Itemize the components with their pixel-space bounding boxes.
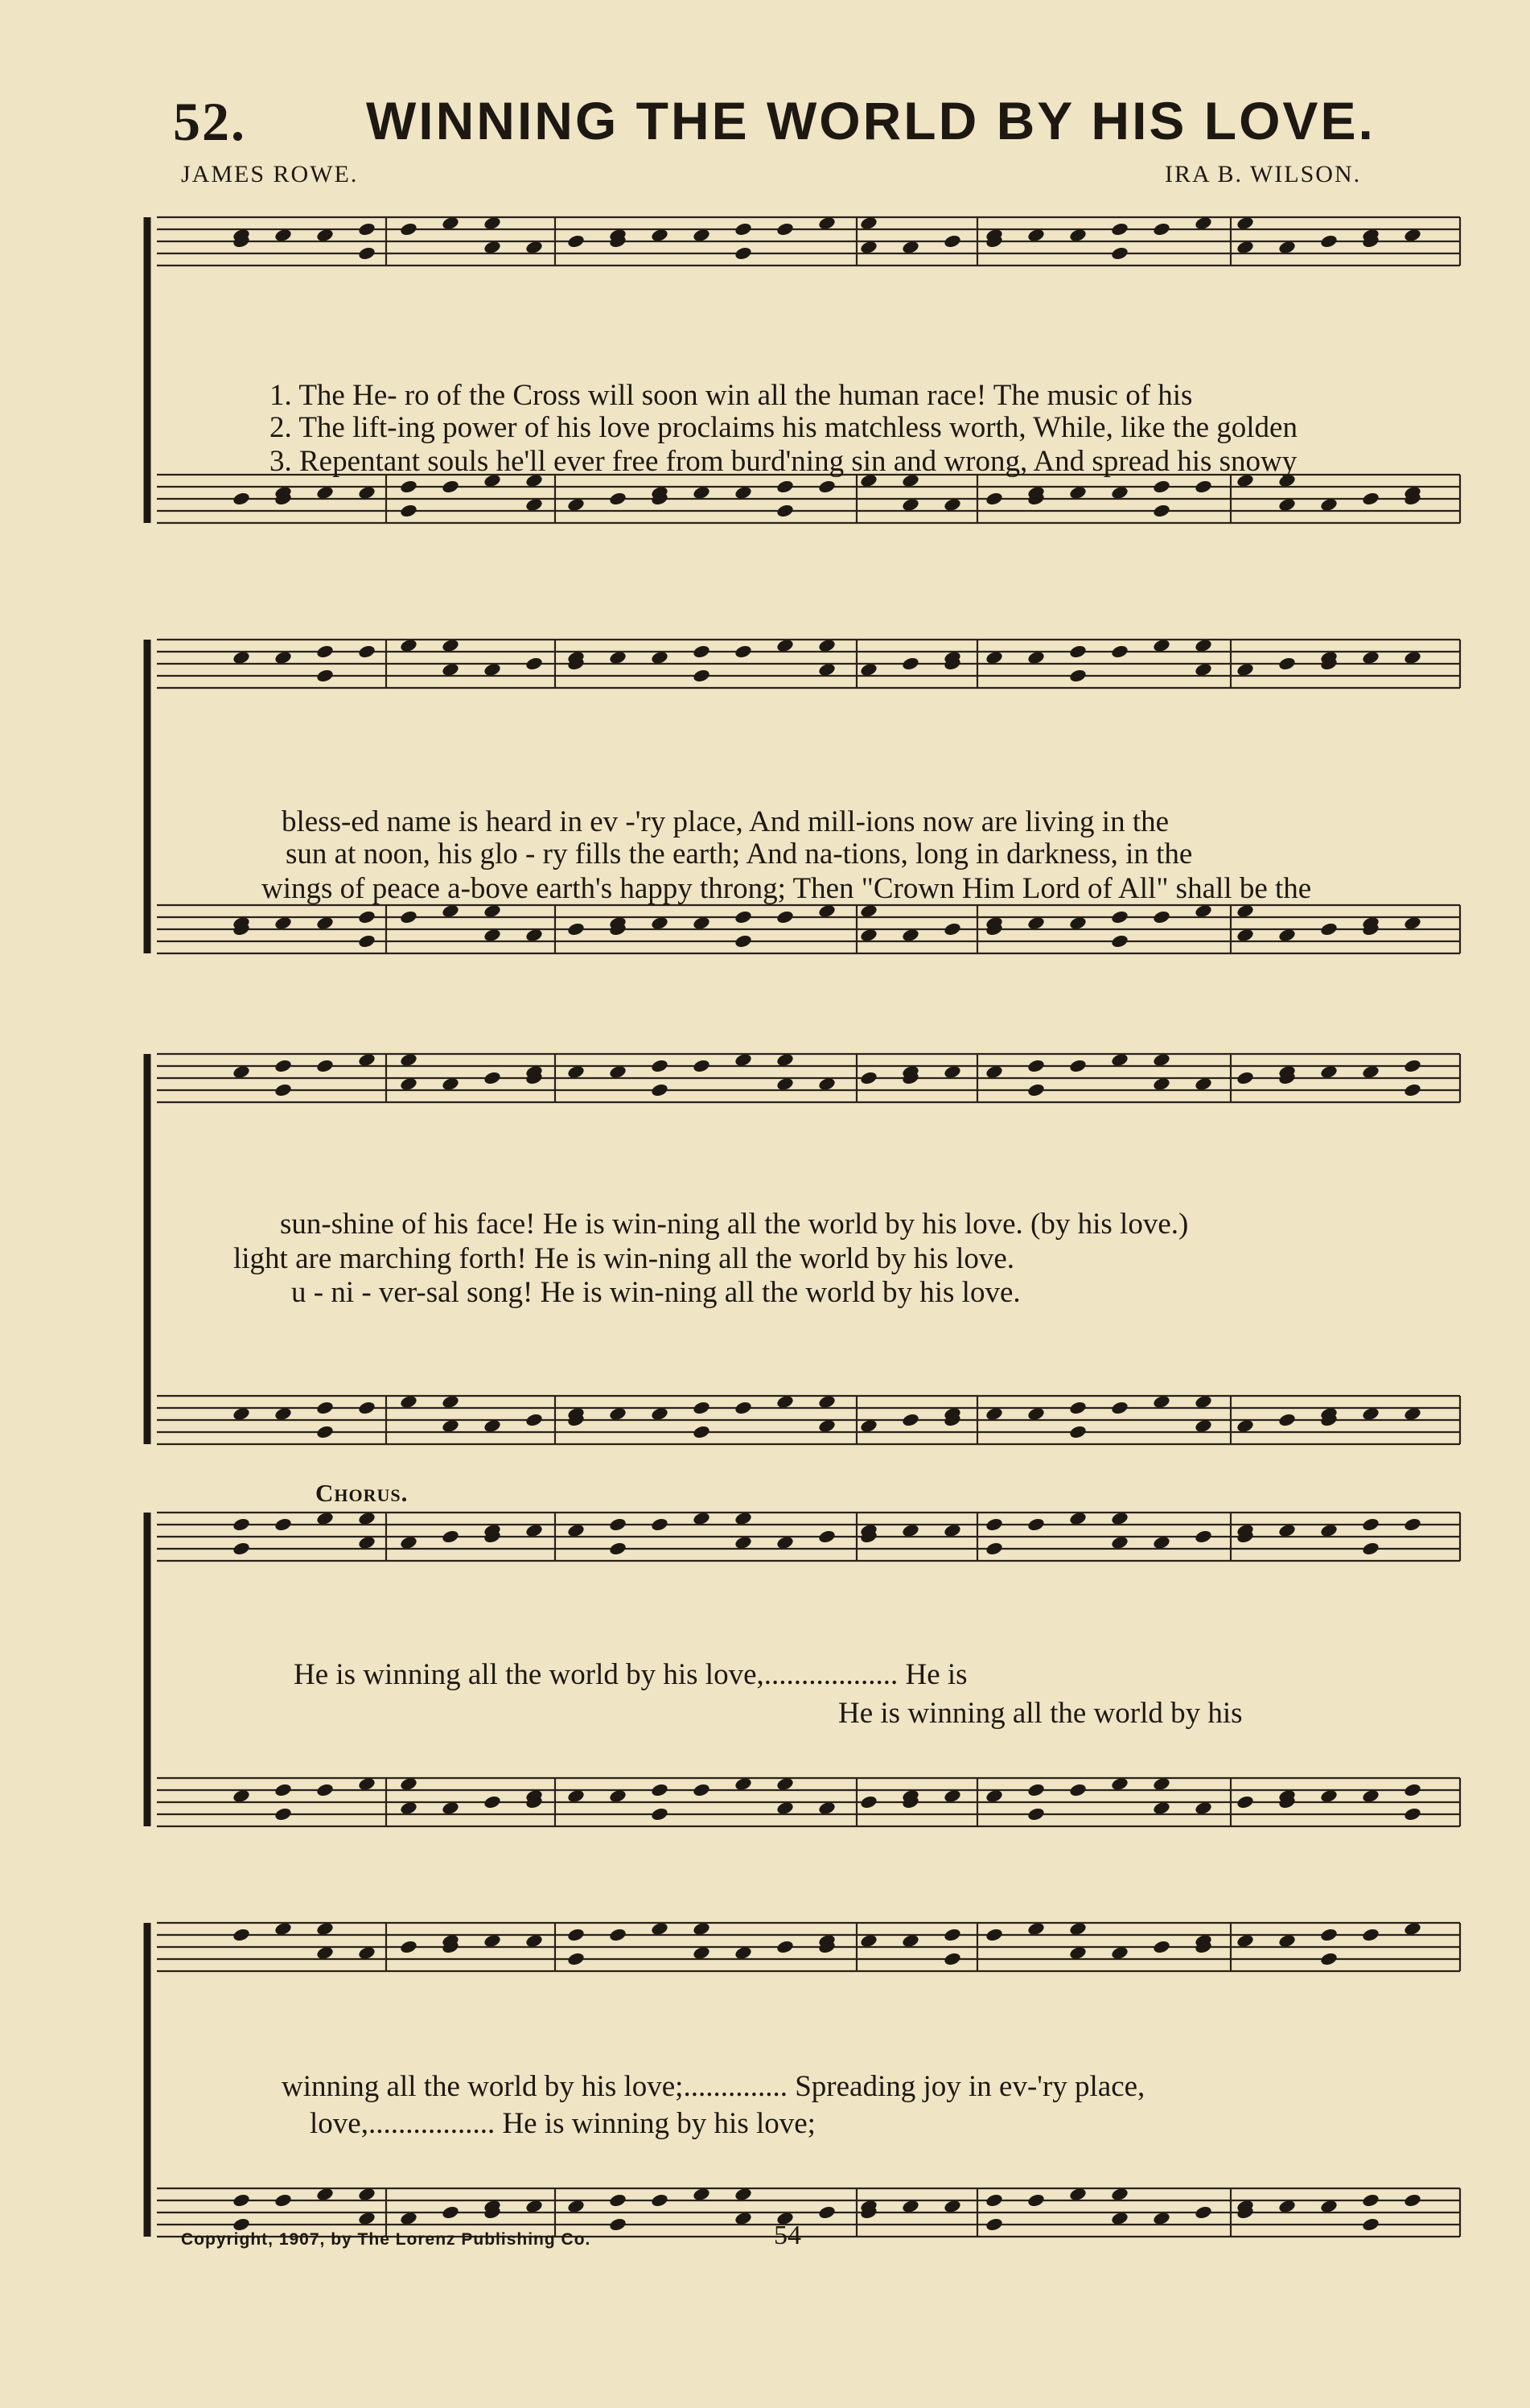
note-head	[1068, 1424, 1087, 1439]
note-head	[441, 2204, 459, 2220]
note-head	[1110, 909, 1129, 924]
note-head	[1236, 1070, 1254, 1085]
lyric-line: winning all the world by his love;.............. Spreading joy in ev-'ry place,	[282, 2070, 1145, 2103]
hymn-title: WINNING THE WORLD BY HIS LOVE.	[366, 91, 1376, 150]
lyric-line: 1. The He- ro of the Cross will soon win all the human race! The music of his	[269, 379, 1193, 412]
note-head	[1403, 1806, 1421, 1821]
note-head	[274, 1782, 292, 1797]
note-head	[315, 1782, 334, 1797]
note-head	[608, 491, 627, 506]
lyric-line: bless-ed name is heard in ev -'ry place, And mill-ions now are living in the	[282, 805, 1170, 838]
note-head	[734, 933, 752, 949]
note-head	[441, 479, 459, 494]
note-head	[1026, 1806, 1045, 1821]
note-head	[357, 644, 376, 659]
note-head	[1277, 656, 1296, 671]
note-head	[1319, 1951, 1338, 1966]
note-head	[859, 1794, 878, 1809]
note-head	[901, 1412, 919, 1427]
note-head	[1194, 479, 1212, 494]
note-head	[943, 1951, 961, 1966]
note-head	[734, 221, 752, 237]
lyric-line: love,................. He is winning by his love;	[310, 2107, 816, 2140]
note-head	[775, 479, 794, 494]
note-head	[734, 909, 752, 924]
note-head	[775, 503, 794, 518]
note-head	[650, 1058, 668, 1073]
note-head	[734, 245, 752, 261]
note-head	[692, 644, 710, 659]
note-head	[1361, 2217, 1380, 2232]
note-head	[1068, 1058, 1087, 1073]
note-head	[1068, 1782, 1087, 1797]
note-head	[232, 1517, 250, 1532]
note-head	[985, 2192, 1003, 2208]
lyric-line: 3. Repentant souls he'll ever free from burd'ning sin and wrong, And spread his snowy	[269, 445, 1298, 478]
note-head	[1403, 1782, 1421, 1797]
note-head	[1403, 1082, 1421, 1097]
note-head	[608, 2192, 627, 2208]
note-head	[1068, 644, 1087, 659]
note-head	[1026, 2192, 1045, 2208]
note-head	[1319, 233, 1338, 249]
lyric-line: wings of peace a-bove earth's happy throng; Then "Crown Him Lord of All" shall be the	[261, 872, 1312, 905]
note-head	[985, 1517, 1003, 1532]
note-head	[315, 644, 334, 659]
lyric-line: u - ni - ver-sal song! He is win-ning all the world by his love.	[291, 1276, 1021, 1309]
note-head	[943, 233, 961, 249]
note-head	[483, 1794, 501, 1809]
note-head	[1152, 1939, 1170, 1954]
note-head	[734, 1400, 752, 1415]
note-head	[232, 1541, 250, 1556]
lyric-line: sun at noon, his glo - ry fills the earth; And na-tions, long in darkness, in the	[286, 838, 1193, 871]
note-head	[985, 2217, 1003, 2232]
note-head	[817, 479, 836, 494]
note-head	[274, 1058, 292, 1073]
note-head	[1152, 221, 1170, 237]
note-head	[985, 1927, 1003, 1942]
note-head	[608, 1927, 627, 1942]
lyric-line: sun-shine of his face! He is win-ning all the world by his love. (by his love.)	[280, 1208, 1189, 1241]
note-head	[357, 909, 376, 924]
note-head	[1403, 1058, 1421, 1073]
note-head	[859, 1070, 878, 1085]
note-head	[775, 221, 794, 237]
note-head	[1319, 1927, 1338, 1942]
lyric-line: He is winning all the world by his love,.................. He is	[294, 1658, 968, 1691]
note-head	[1026, 1058, 1045, 1073]
note-head	[315, 1400, 334, 1415]
note-head	[1026, 1517, 1045, 1532]
note-head	[985, 491, 1003, 506]
note-head	[483, 1070, 501, 1085]
note-head	[357, 245, 376, 261]
note-head	[1194, 1529, 1212, 1544]
note-head	[734, 644, 752, 659]
note-head	[608, 2217, 627, 2232]
note-head	[1403, 1517, 1421, 1532]
lyric-line: light are marching forth! He is win-ning all the world by his love.	[233, 1242, 1015, 1275]
lyricist: JAMES ROWE.	[181, 161, 359, 187]
note-head	[650, 1517, 668, 1532]
note-head	[1361, 1517, 1380, 1532]
note-head	[1361, 1541, 1380, 1556]
note-head	[943, 1927, 961, 1942]
note-head	[1110, 245, 1129, 261]
note-head	[692, 1424, 710, 1439]
note-head	[692, 668, 710, 683]
note-head	[274, 1082, 292, 1097]
note-head	[1361, 491, 1380, 506]
note-head	[232, 491, 250, 506]
note-head	[692, 1782, 710, 1797]
note-head	[232, 2192, 250, 2208]
note-head	[985, 1541, 1003, 1556]
note-head	[399, 503, 417, 518]
note-head	[775, 909, 794, 924]
note-head	[274, 1806, 292, 1821]
note-head	[901, 656, 919, 671]
note-head	[441, 1529, 459, 1544]
note-head	[692, 1400, 710, 1415]
note-head	[1110, 644, 1129, 659]
note-head	[650, 2192, 668, 2208]
note-head	[399, 479, 417, 494]
note-head	[399, 909, 417, 924]
note-head	[1236, 1794, 1254, 1809]
note-head	[399, 1939, 417, 1954]
note-head	[608, 1541, 627, 1556]
note-head	[775, 1939, 794, 1954]
note-head	[524, 656, 543, 671]
note-head	[524, 1412, 543, 1427]
lyric-line: He is winning all the world by his	[838, 1697, 1243, 1730]
note-head	[1194, 2204, 1212, 2220]
note-head	[943, 921, 961, 936]
note-head	[817, 2204, 836, 2220]
note-head	[315, 1424, 334, 1439]
note-head	[1026, 1782, 1045, 1797]
note-head	[1277, 1412, 1296, 1427]
note-head	[315, 1058, 334, 1073]
note-head	[1152, 479, 1170, 494]
note-head	[1110, 1400, 1129, 1415]
note-head	[357, 221, 376, 237]
note-head	[357, 933, 376, 949]
note-head	[399, 221, 417, 237]
note-head	[608, 1517, 627, 1532]
lyric-line: 2. The lift-ing power of his love proclaims his matchless worth, While, like the golden	[269, 411, 1298, 444]
note-head	[1152, 909, 1170, 924]
note-head	[274, 1517, 292, 1532]
note-head	[315, 668, 334, 683]
note-head	[357, 1400, 376, 1415]
hymn-number: 52.	[173, 91, 246, 152]
page-number: 54	[774, 2221, 801, 2250]
note-head	[817, 1529, 836, 1544]
note-head	[232, 1927, 250, 1942]
note-head	[1361, 2192, 1380, 2208]
composer: IRA B. WILSON.	[1165, 161, 1362, 187]
note-head	[566, 1951, 585, 1966]
note-head	[1026, 1082, 1045, 1097]
note-head	[566, 233, 585, 249]
note-head	[1110, 221, 1129, 237]
copyright-notice: Copyright, 1907, by The Lorenz Publishing Co.	[181, 2230, 591, 2249]
note-head	[650, 1806, 668, 1821]
note-head	[566, 921, 585, 936]
note-head	[566, 1927, 585, 1942]
note-head	[1068, 1400, 1087, 1415]
note-head	[1319, 921, 1338, 936]
note-head	[1361, 1927, 1380, 1942]
note-head	[1403, 2192, 1421, 2208]
note-head	[1110, 933, 1129, 949]
note-head	[692, 1058, 710, 1073]
note-head	[650, 1082, 668, 1097]
chorus-label: Chorus.	[315, 1479, 409, 1507]
note-head	[274, 2192, 292, 2208]
note-head	[1152, 503, 1170, 518]
note-head	[650, 1782, 668, 1797]
note-head	[1068, 668, 1087, 683]
